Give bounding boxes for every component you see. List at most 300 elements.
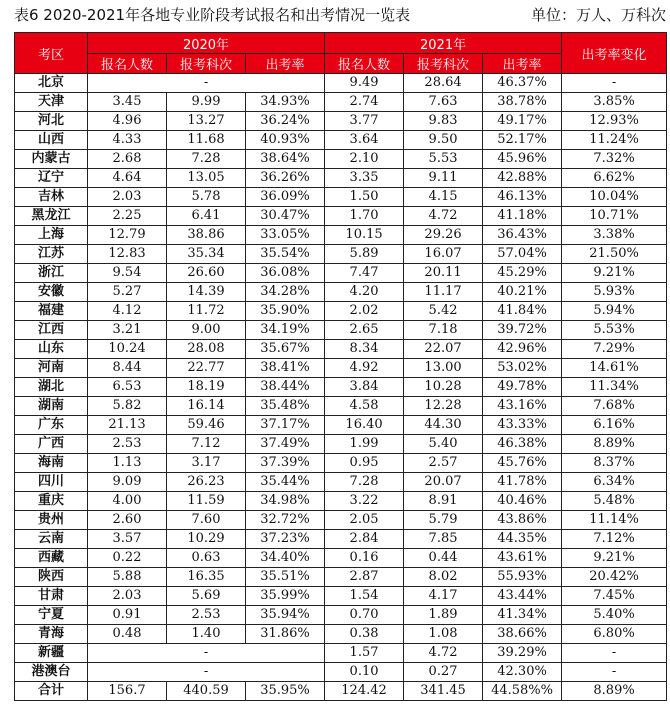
y2020-subjects-cell: 2.53 xyxy=(167,606,246,625)
table-row xyxy=(15,150,667,169)
header-2020-subjects: 报考科次 xyxy=(167,54,246,74)
y2021-subjects-cell: 44.30 xyxy=(404,416,483,435)
y2021-registrants-cell: 3.84 xyxy=(325,378,404,397)
y2021-subjects-cell: 22.07 xyxy=(404,340,483,359)
table-row xyxy=(15,131,667,150)
table-row xyxy=(15,511,667,530)
y2021-attendance-rate-cell: 39.72% xyxy=(483,321,562,340)
region-cell: 山东 xyxy=(15,340,88,359)
y2021-registrants-cell: 8.34 xyxy=(325,340,404,359)
table-row xyxy=(15,359,667,378)
y2021-registrants-cell: 4.20 xyxy=(325,283,404,302)
y2021-attendance-rate-cell: 52.17% xyxy=(483,131,562,150)
table-row xyxy=(15,568,667,587)
y2021-registrants-cell: 3.77 xyxy=(325,112,404,131)
header-year-2020: 2020年 xyxy=(88,33,325,54)
header-2020-attendance-rate: 出考率 xyxy=(246,54,325,74)
y2020-subjects-cell: 38.86 xyxy=(167,226,246,245)
table-row xyxy=(15,264,667,283)
y2021-attendance-rate-cell: 49.17% xyxy=(483,112,562,131)
y2021-registrants-cell: 2.02 xyxy=(325,302,404,321)
y2021-subjects-cell: 9.50 xyxy=(404,131,483,150)
region-cell: 辽宁 xyxy=(15,169,88,188)
y2021-subjects-cell: 5.53 xyxy=(404,150,483,169)
y2021-attendance-rate-cell: 46.13% xyxy=(483,188,562,207)
y2020-attendance-rate-cell: 32.72% xyxy=(246,511,325,530)
y2020-subjects-cell: 18.19 xyxy=(167,378,246,397)
change-cell: 6.16% xyxy=(562,416,667,435)
y2020-registrants-cell: 4.33 xyxy=(88,131,167,150)
y2020-subjects-cell: 10.29 xyxy=(167,530,246,549)
region-cell: 宁夏 xyxy=(15,606,88,625)
y2021-subjects-cell: 10.28 xyxy=(404,378,483,397)
y2021-subjects-cell: 4.17 xyxy=(404,587,483,606)
total-change-cell: 8.89% xyxy=(562,682,667,701)
y2020-subjects-cell: 11.59 xyxy=(167,492,246,511)
y2021-registrants-cell: 0.95 xyxy=(325,454,404,473)
y2020-merged-cell: - xyxy=(88,644,325,663)
region-cell: 广东 xyxy=(15,416,88,435)
y2020-registrants-cell: 5.27 xyxy=(88,283,167,302)
change-cell: 7.32% xyxy=(562,150,667,169)
change-cell: 11.14% xyxy=(562,511,667,530)
change-cell: 8.89% xyxy=(562,435,667,454)
change-cell: - xyxy=(562,74,667,93)
table-row xyxy=(15,454,667,473)
y2021-attendance-rate-cell: 36.43% xyxy=(483,226,562,245)
y2020-attendance-rate-cell: 33.05% xyxy=(246,226,325,245)
region-cell: 新疆 xyxy=(15,644,88,663)
y2020-subjects-cell: 5.69 xyxy=(167,587,246,606)
total-2020-subjects-cell: 440.59 xyxy=(167,682,246,701)
y2021-subjects-cell: 29.26 xyxy=(404,226,483,245)
total-2021-attendance-rate-cell: 44.58%% xyxy=(483,682,562,701)
change-cell: 5.94% xyxy=(562,302,667,321)
y2021-attendance-rate-cell: 45.96% xyxy=(483,150,562,169)
y2021-attendance-rate-cell: 41.84% xyxy=(483,302,562,321)
table-row xyxy=(15,340,667,359)
region-cell: 广西 xyxy=(15,435,88,454)
y2021-subjects-cell: 9.11 xyxy=(404,169,483,188)
y2020-registrants-cell: 3.21 xyxy=(88,321,167,340)
change-cell: 7.68% xyxy=(562,397,667,416)
y2020-registrants-cell: 12.83 xyxy=(88,245,167,264)
region-cell: 黑龙江 xyxy=(15,207,88,226)
y2021-registrants-cell: 2.05 xyxy=(325,511,404,530)
y2020-attendance-rate-cell: 35.44% xyxy=(246,473,325,492)
y2020-subjects-cell: 7.28 xyxy=(167,150,246,169)
y2020-registrants-cell: 5.82 xyxy=(88,397,167,416)
y2021-attendance-rate-cell: 44.35% xyxy=(483,530,562,549)
y2020-registrants-cell: 3.45 xyxy=(88,93,167,112)
y2021-attendance-rate-cell: 42.88% xyxy=(483,169,562,188)
y2020-attendance-rate-cell: 36.09% xyxy=(246,188,325,207)
y2020-registrants-cell: 2.60 xyxy=(88,511,167,530)
y2021-subjects-cell: 5.42 xyxy=(404,302,483,321)
change-cell: 6.34% xyxy=(562,473,667,492)
table-row xyxy=(15,435,667,454)
y2021-registrants-cell: 2.65 xyxy=(325,321,404,340)
table-row xyxy=(15,302,667,321)
change-cell: - xyxy=(562,644,667,663)
change-cell: 6.62% xyxy=(562,169,667,188)
region-cell: 江西 xyxy=(15,321,88,340)
y2021-attendance-rate-cell: 38.78% xyxy=(483,93,562,112)
change-cell: - xyxy=(562,663,667,682)
header-2021-attendance-rate: 出考率 xyxy=(483,54,562,74)
y2021-registrants-cell: 4.92 xyxy=(325,359,404,378)
table-row xyxy=(15,207,667,226)
change-cell: 5.40% xyxy=(562,606,667,625)
y2020-merged-cell: - xyxy=(88,74,325,93)
region-cell: 港澳台 xyxy=(15,663,88,682)
unit-label: 单位：万人、万科次 xyxy=(530,5,666,24)
y2021-registrants-cell: 3.35 xyxy=(325,169,404,188)
y2021-subjects-cell: 16.07 xyxy=(404,245,483,264)
y2021-attendance-rate-cell: 38.66% xyxy=(483,625,562,644)
y2021-attendance-rate-cell: 41.18% xyxy=(483,207,562,226)
y2021-subjects-cell: 1.08 xyxy=(404,625,483,644)
y2020-registrants-cell: 9.54 xyxy=(88,264,167,283)
table-row xyxy=(15,549,667,568)
table-row xyxy=(15,587,667,606)
region-cell: 青海 xyxy=(15,625,88,644)
table-row xyxy=(15,397,667,416)
y2020-subjects-cell: 22.77 xyxy=(167,359,246,378)
table-row xyxy=(15,93,667,112)
region-cell: 湖北 xyxy=(15,378,88,397)
total-2020-attendance-rate-cell: 35.95% xyxy=(246,682,325,701)
change-cell: 3.38% xyxy=(562,226,667,245)
y2021-attendance-rate-cell: 41.34% xyxy=(483,606,562,625)
y2021-attendance-rate-cell: 40.21% xyxy=(483,283,562,302)
y2021-subjects-cell: 8.02 xyxy=(404,568,483,587)
y2020-registrants-cell: 2.03 xyxy=(88,587,167,606)
region-cell: 重庆 xyxy=(15,492,88,511)
y2021-attendance-rate-cell: 49.78% xyxy=(483,378,562,397)
y2021-subjects-cell: 12.28 xyxy=(404,397,483,416)
y2020-attendance-rate-cell: 36.08% xyxy=(246,264,325,283)
y2020-subjects-cell: 3.17 xyxy=(167,454,246,473)
region-cell: 云南 xyxy=(15,530,88,549)
y2020-attendance-rate-cell: 37.23% xyxy=(246,530,325,549)
y2021-subjects-cell: 4.72 xyxy=(404,207,483,226)
y2021-subjects-cell: 28.64 xyxy=(404,74,483,93)
table-row xyxy=(15,378,667,397)
y2020-subjects-cell: 7.60 xyxy=(167,511,246,530)
y2021-attendance-rate-cell: 53.02% xyxy=(483,359,562,378)
y2020-registrants-cell: 10.24 xyxy=(88,340,167,359)
y2021-attendance-rate-cell: 46.37% xyxy=(483,74,562,93)
y2020-attendance-rate-cell: 35.94% xyxy=(246,606,325,625)
y2021-registrants-cell: 0.10 xyxy=(325,663,404,682)
table-row xyxy=(15,283,667,302)
table-row xyxy=(15,188,667,207)
y2020-registrants-cell: 6.53 xyxy=(88,378,167,397)
y2020-attendance-rate-cell: 35.67% xyxy=(246,340,325,359)
title-bar xyxy=(14,2,666,26)
y2020-attendance-rate-cell: 38.64% xyxy=(246,150,325,169)
region-cell: 甘肃 xyxy=(15,587,88,606)
total-2020-registrants-cell: 156.7 xyxy=(88,682,167,701)
y2021-registrants-cell: 9.49 xyxy=(325,74,404,93)
y2020-registrants-cell: 2.25 xyxy=(88,207,167,226)
y2020-registrants-cell: 3.57 xyxy=(88,530,167,549)
y2020-subjects-cell: 6.41 xyxy=(167,207,246,226)
table-title: 表6 2020-2021年各地专业阶段考试报名和出考情况一览表 xyxy=(14,5,411,24)
y2021-registrants-cell: 1.54 xyxy=(325,587,404,606)
y2021-attendance-rate-cell: 55.93% xyxy=(483,568,562,587)
region-cell: 吉林 xyxy=(15,188,88,207)
y2020-subjects-cell: 59.46 xyxy=(167,416,246,435)
y2020-attendance-rate-cell: 36.26% xyxy=(246,169,325,188)
region-cell: 西藏 xyxy=(15,549,88,568)
region-cell: 北京 xyxy=(15,74,88,93)
y2020-attendance-rate-cell: 34.98% xyxy=(246,492,325,511)
header-change: 出考率变化 xyxy=(562,33,667,74)
y2021-subjects-cell: 20.07 xyxy=(404,473,483,492)
y2021-registrants-cell: 3.22 xyxy=(325,492,404,511)
y2021-registrants-cell: 1.99 xyxy=(325,435,404,454)
y2021-subjects-cell: 20.11 xyxy=(404,264,483,283)
y2021-attendance-rate-cell: 43.61% xyxy=(483,549,562,568)
region-cell: 陕西 xyxy=(15,568,88,587)
y2020-registrants-cell: 12.79 xyxy=(88,226,167,245)
y2021-registrants-cell: 10.15 xyxy=(325,226,404,245)
y2020-subjects-cell: 16.35 xyxy=(167,568,246,587)
y2020-subjects-cell: 28.08 xyxy=(167,340,246,359)
y2021-subjects-cell: 7.63 xyxy=(404,93,483,112)
y2020-subjects-cell: 14.39 xyxy=(167,283,246,302)
y2021-subjects-cell: 8.91 xyxy=(404,492,483,511)
y2021-attendance-rate-cell: 42.30% xyxy=(483,663,562,682)
change-cell: 21.50% xyxy=(562,245,667,264)
y2021-subjects-cell: 0.44 xyxy=(404,549,483,568)
region-cell: 海南 xyxy=(15,454,88,473)
y2021-subjects-cell: 5.79 xyxy=(404,511,483,530)
region-cell: 福建 xyxy=(15,302,88,321)
change-cell: 5.93% xyxy=(562,283,667,302)
y2020-registrants-cell: 0.22 xyxy=(88,549,167,568)
table-row xyxy=(15,74,667,93)
y2021-attendance-rate-cell: 43.33% xyxy=(483,416,562,435)
y2020-subjects-cell: 11.68 xyxy=(167,131,246,150)
y2020-attendance-rate-cell: 35.48% xyxy=(246,397,325,416)
change-cell: 11.34% xyxy=(562,378,667,397)
y2020-attendance-rate-cell: 30.47% xyxy=(246,207,325,226)
y2021-attendance-rate-cell: 43.16% xyxy=(483,397,562,416)
change-cell: 7.12% xyxy=(562,530,667,549)
region-cell: 上海 xyxy=(15,226,88,245)
change-cell: 10.71% xyxy=(562,207,667,226)
change-cell: 12.93% xyxy=(562,112,667,131)
y2021-attendance-rate-cell: 42.96% xyxy=(483,340,562,359)
table-row xyxy=(15,606,667,625)
y2020-subjects-cell: 1.40 xyxy=(167,625,246,644)
region-cell: 河北 xyxy=(15,112,88,131)
y2020-attendance-rate-cell: 34.28% xyxy=(246,283,325,302)
y2021-subjects-cell: 4.15 xyxy=(404,188,483,207)
y2020-merged-cell: - xyxy=(88,663,325,682)
table-row xyxy=(15,169,667,188)
header-region: 考区 xyxy=(15,33,88,74)
y2020-subjects-cell: 26.23 xyxy=(167,473,246,492)
region-cell: 四川 xyxy=(15,473,88,492)
exam-stats-table xyxy=(14,32,667,701)
y2020-attendance-rate-cell: 35.51% xyxy=(246,568,325,587)
y2021-subjects-cell: 7.18 xyxy=(404,321,483,340)
y2021-registrants-cell: 3.64 xyxy=(325,131,404,150)
y2020-subjects-cell: 35.34 xyxy=(167,245,246,264)
y2020-registrants-cell: 2.53 xyxy=(88,435,167,454)
y2021-attendance-rate-cell: 43.86% xyxy=(483,511,562,530)
y2021-attendance-rate-cell: 57.04% xyxy=(483,245,562,264)
y2020-attendance-rate-cell: 38.41% xyxy=(246,359,325,378)
region-cell: 浙江 xyxy=(15,264,88,283)
region-cell: 河南 xyxy=(15,359,88,378)
y2020-registrants-cell: 4.96 xyxy=(88,112,167,131)
y2021-registrants-cell: 0.16 xyxy=(325,549,404,568)
y2020-subjects-cell: 9.99 xyxy=(167,93,246,112)
change-cell: 9.21% xyxy=(562,549,667,568)
y2020-subjects-cell: 16.14 xyxy=(167,397,246,416)
y2020-attendance-rate-cell: 34.19% xyxy=(246,321,325,340)
change-cell: 3.85% xyxy=(562,93,667,112)
header-2021-registrants: 报名人数 xyxy=(325,54,404,74)
y2021-subjects-cell: 13.00 xyxy=(404,359,483,378)
y2020-attendance-rate-cell: 35.99% xyxy=(246,587,325,606)
y2020-registrants-cell: 21.13 xyxy=(88,416,167,435)
header-2020-registrants: 报名人数 xyxy=(88,54,167,74)
table-row xyxy=(15,226,667,245)
y2021-attendance-rate-cell: 40.46% xyxy=(483,492,562,511)
y2020-registrants-cell: 4.64 xyxy=(88,169,167,188)
y2021-registrants-cell: 7.28 xyxy=(325,473,404,492)
change-cell: 10.04% xyxy=(562,188,667,207)
y2021-registrants-cell: 7.47 xyxy=(325,264,404,283)
y2020-attendance-rate-cell: 31.86% xyxy=(246,625,325,644)
table-row xyxy=(15,644,667,663)
total-label-cell: 合计 xyxy=(15,682,88,701)
region-cell: 江苏 xyxy=(15,245,88,264)
y2020-registrants-cell: 4.00 xyxy=(88,492,167,511)
region-cell: 山西 xyxy=(15,131,88,150)
change-cell: 20.42% xyxy=(562,568,667,587)
y2020-attendance-rate-cell: 34.93% xyxy=(246,93,325,112)
header-2021-subjects: 报考科次 xyxy=(404,54,483,74)
y2020-subjects-cell: 0.63 xyxy=(167,549,246,568)
y2021-subjects-cell: 4.72 xyxy=(404,644,483,663)
y2021-registrants-cell: 2.74 xyxy=(325,93,404,112)
y2020-subjects-cell: 9.00 xyxy=(167,321,246,340)
table-row xyxy=(15,625,667,644)
change-cell: 5.53% xyxy=(562,321,667,340)
y2021-subjects-cell: 11.17 xyxy=(404,283,483,302)
y2020-attendance-rate-cell: 34.40% xyxy=(246,549,325,568)
y2021-subjects-cell: 1.89 xyxy=(404,606,483,625)
y2020-attendance-rate-cell: 36.24% xyxy=(246,112,325,131)
change-cell: 6.80% xyxy=(562,625,667,644)
region-cell: 湖南 xyxy=(15,397,88,416)
region-cell: 安徽 xyxy=(15,283,88,302)
y2021-registrants-cell: 1.57 xyxy=(325,644,404,663)
y2021-registrants-cell: 4.58 xyxy=(325,397,404,416)
change-cell: 7.45% xyxy=(562,587,667,606)
y2021-subjects-cell: 0.27 xyxy=(404,663,483,682)
y2021-registrants-cell: 0.70 xyxy=(325,606,404,625)
y2020-registrants-cell: 9.09 xyxy=(88,473,167,492)
y2020-attendance-rate-cell: 35.54% xyxy=(246,245,325,264)
change-cell: 11.24% xyxy=(562,131,667,150)
change-cell: 9.21% xyxy=(562,264,667,283)
y2020-attendance-rate-cell: 37.49% xyxy=(246,435,325,454)
change-cell: 5.48% xyxy=(562,492,667,511)
y2021-registrants-cell: 0.38 xyxy=(325,625,404,644)
y2020-subjects-cell: 26.60 xyxy=(167,264,246,283)
y2020-subjects-cell: 11.72 xyxy=(167,302,246,321)
change-cell: 14.61% xyxy=(562,359,667,378)
y2020-attendance-rate-cell: 40.93% xyxy=(246,131,325,150)
total-2021-registrants-cell: 124.42 xyxy=(325,682,404,701)
y2020-attendance-rate-cell: 37.17% xyxy=(246,416,325,435)
y2021-attendance-rate-cell: 41.78% xyxy=(483,473,562,492)
y2021-registrants-cell: 2.10 xyxy=(325,150,404,169)
y2020-attendance-rate-cell: 35.90% xyxy=(246,302,325,321)
y2020-registrants-cell: 1.13 xyxy=(88,454,167,473)
y2020-registrants-cell: 0.91 xyxy=(88,606,167,625)
table-row xyxy=(15,530,667,549)
y2021-attendance-rate-cell: 39.29% xyxy=(483,644,562,663)
y2020-attendance-rate-cell: 37.39% xyxy=(246,454,325,473)
table-row xyxy=(15,663,667,682)
y2021-registrants-cell: 1.70 xyxy=(325,207,404,226)
table-row xyxy=(15,112,667,131)
change-cell: 8.37% xyxy=(562,454,667,473)
table-body xyxy=(15,74,667,701)
table-row xyxy=(15,473,667,492)
y2020-registrants-cell: 2.03 xyxy=(88,188,167,207)
table-row xyxy=(15,416,667,435)
header-year-2021: 2021年 xyxy=(325,33,562,54)
y2020-subjects-cell: 13.27 xyxy=(167,112,246,131)
region-cell: 天津 xyxy=(15,93,88,112)
y2020-registrants-cell: 2.68 xyxy=(88,150,167,169)
y2020-subjects-cell: 5.78 xyxy=(167,188,246,207)
y2021-registrants-cell: 2.87 xyxy=(325,568,404,587)
y2021-registrants-cell: 5.89 xyxy=(325,245,404,264)
y2021-registrants-cell: 16.40 xyxy=(325,416,404,435)
y2020-registrants-cell: 8.44 xyxy=(88,359,167,378)
y2021-attendance-rate-cell: 46.38% xyxy=(483,435,562,454)
table-row xyxy=(15,245,667,264)
region-cell: 内蒙古 xyxy=(15,150,88,169)
y2020-registrants-cell: 0.48 xyxy=(88,625,167,644)
total-row xyxy=(15,682,667,701)
table-row xyxy=(15,321,667,340)
y2020-subjects-cell: 13.05 xyxy=(167,169,246,188)
y2021-attendance-rate-cell: 43.44% xyxy=(483,587,562,606)
change-cell: 7.29% xyxy=(562,340,667,359)
y2020-attendance-rate-cell: 38.44% xyxy=(246,378,325,397)
region-cell: 贵州 xyxy=(15,511,88,530)
y2021-attendance-rate-cell: 45.76% xyxy=(483,454,562,473)
y2021-subjects-cell: 2.57 xyxy=(404,454,483,473)
y2021-subjects-cell: 9.83 xyxy=(404,112,483,131)
y2020-registrants-cell: 4.12 xyxy=(88,302,167,321)
y2020-registrants-cell: 5.88 xyxy=(88,568,167,587)
total-2021-subjects-cell: 341.45 xyxy=(404,682,483,701)
y2021-subjects-cell: 5.40 xyxy=(404,435,483,454)
